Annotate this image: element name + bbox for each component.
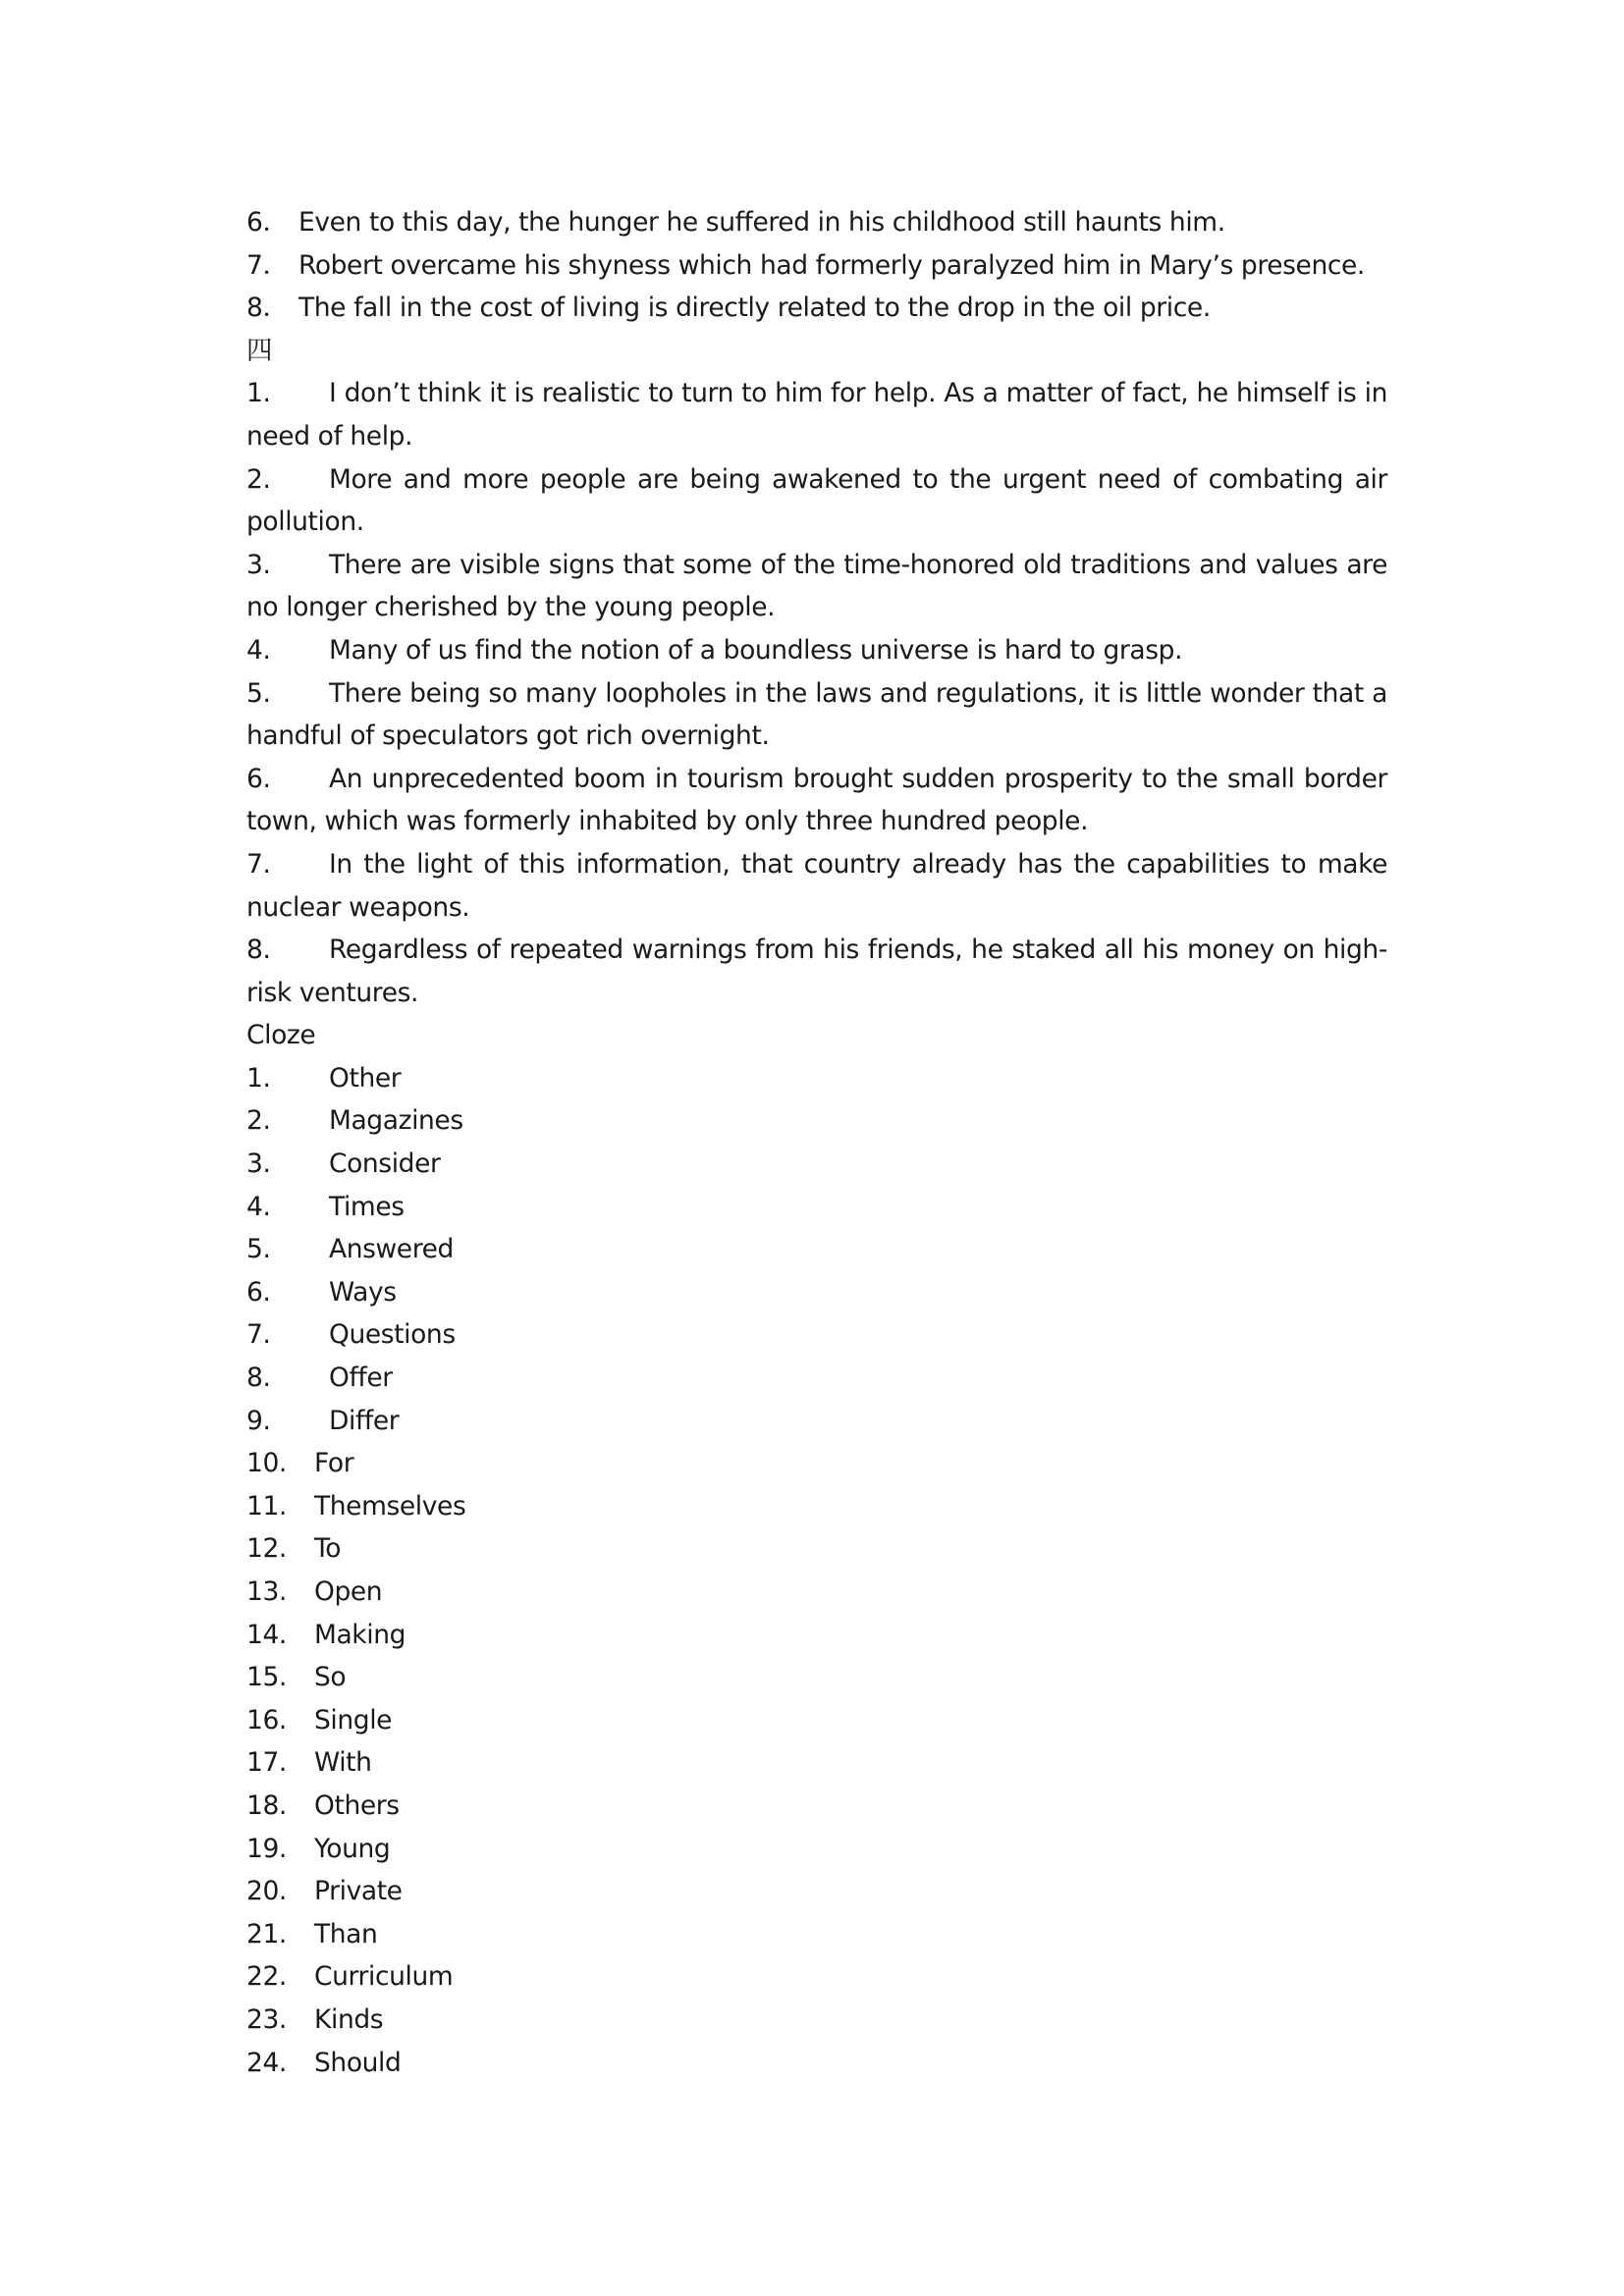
cloze-item	[246, 1571, 1387, 1614]
cloze-item	[246, 1527, 1387, 1571]
item-number: 10.	[246, 1448, 287, 1479]
item-number: 17.	[246, 1747, 287, 1779]
item-text: There being so many loopholes in the laws and regulations, it is little wonder that a handful of speculators got rich overnight.	[246, 677, 1387, 752]
cloze-item	[246, 1400, 1387, 1443]
item-number: 6．	[246, 207, 289, 238]
item-text: Making	[314, 1619, 406, 1650]
item-number: 14.	[246, 1619, 287, 1650]
item-number: 15.	[246, 1662, 287, 1693]
list-item	[246, 287, 1387, 330]
item-text: Answered	[329, 1234, 454, 1265]
item-number: 4.	[246, 634, 271, 666]
item-text: The fall in the cost of living is directly related to the drop in the oil price.	[298, 293, 1211, 324]
top-items	[246, 201, 1387, 330]
item-number: 13.	[246, 1576, 287, 1607]
list-item	[246, 458, 1387, 544]
item-number: 1.	[246, 1062, 271, 1094]
item-text: Other	[329, 1062, 402, 1094]
item-text: Consider	[329, 1148, 441, 1180]
item-text: Kinds	[314, 2003, 384, 2035]
item-text: Ways	[329, 1276, 397, 1308]
item-text: With	[314, 1747, 372, 1779]
cloze-item	[246, 1913, 1387, 1956]
cloze-item	[246, 1699, 1387, 1742]
item-number: 7.	[246, 848, 271, 880]
cloze-item	[246, 1442, 1387, 1485]
cloze-heading: Cloze	[246, 1020, 316, 1051]
item-number: 6.	[246, 763, 271, 794]
item-text: In the light of this information, that country already has the capabilities to make nuclear weapons.	[246, 848, 1387, 923]
item-text: Robert overcame his shyness which had formerly paralyzed him in Mary’s presence.	[298, 249, 1365, 281]
cloze-item	[246, 1485, 1387, 1528]
list-item	[246, 244, 1387, 288]
item-text: Should	[314, 2047, 402, 2078]
item-text: To	[314, 1533, 342, 1565]
item-number: 16.	[246, 1704, 287, 1735]
cloze-item	[246, 1870, 1387, 1913]
item-text: Magazines	[329, 1105, 463, 1137]
cloze-item	[246, 1313, 1387, 1357]
item-text: Young	[314, 1833, 391, 1864]
item-text: Others	[314, 1789, 400, 1821]
item-text: Even to this day, the hunger he suffered in his childhood still haunts him.	[298, 207, 1225, 238]
list-item	[246, 544, 1387, 629]
item-number: 24.	[246, 2047, 287, 2078]
item-text: Open	[314, 1576, 383, 1607]
item-number: 4.	[246, 1191, 271, 1222]
cloze-item	[246, 1143, 1387, 1186]
cloze-item	[246, 1614, 1387, 1657]
item-number: 8.	[246, 934, 271, 966]
item-number: 5.	[246, 677, 271, 709]
document-page	[246, 201, 1387, 2084]
list-item	[246, 672, 1387, 758]
item-number: 21.	[246, 1918, 287, 1949]
cloze-item	[246, 1271, 1387, 1314]
cloze-item	[246, 1955, 1387, 1999]
item-text: Differ	[329, 1405, 400, 1436]
item-number: 23.	[246, 2003, 287, 2035]
item-number: 8.	[246, 1362, 271, 1394]
item-number: 11.	[246, 1490, 287, 1522]
item-text: I don’t think it is realistic to turn to him for help. As a matter of fact, he himself is in need of help.	[246, 378, 1387, 452]
list-item	[246, 929, 1387, 1014]
list-item	[246, 629, 1387, 672]
item-number: 19.	[246, 1833, 287, 1864]
item-number: 2.	[246, 463, 271, 495]
item-number: 3.	[246, 1148, 271, 1180]
cloze-item	[246, 1057, 1387, 1100]
cloze-item	[246, 1228, 1387, 1271]
cloze-item	[246, 1785, 1387, 1828]
list-item	[246, 372, 1387, 457]
item-number: 22.	[246, 1961, 287, 1993]
cloze-list	[246, 1057, 1387, 2084]
item-number: 9.	[246, 1405, 271, 1436]
item-number: 5.	[246, 1234, 271, 1265]
item-text: So	[314, 1662, 347, 1693]
cloze-item	[246, 1741, 1387, 1785]
item-text: Many of us find the notion of a boundless universe is hard to grasp.	[329, 634, 1183, 666]
list-item	[246, 758, 1387, 843]
item-number: 20.	[246, 1876, 287, 1907]
item-text: Private	[314, 1876, 403, 1907]
item-text: Curriculum	[314, 1961, 454, 1993]
item-text: For	[314, 1448, 354, 1479]
item-text: Questions	[329, 1319, 456, 1351]
item-text: Than	[314, 1918, 378, 1949]
cloze-item	[246, 1828, 1387, 1871]
item-text: More and more people are being awakened to the urgent need of combating air pollution.	[246, 463, 1387, 538]
cloze-item	[246, 1357, 1387, 1400]
item-number: 2.	[246, 1105, 271, 1137]
item-text: Times	[329, 1191, 405, 1222]
item-number: 7.	[246, 1319, 271, 1351]
section-four-list	[246, 372, 1387, 1014]
item-number: 3.	[246, 549, 271, 580]
item-number: 18.	[246, 1789, 287, 1821]
item-number: 1.	[246, 378, 271, 409]
item-text: Regardless of repeated warnings from his friends, he staked all his money on high-risk ventures.	[246, 934, 1387, 1008]
list-item	[246, 843, 1387, 929]
cloze-item	[246, 1656, 1387, 1699]
list-item	[246, 201, 1387, 244]
cloze-item	[246, 1999, 1387, 2042]
item-text: An unprecedented boom in tourism brought sudden prosperity to the small border town, which was formerly inhabited by only three hundred people.	[246, 763, 1387, 837]
item-number: 7．	[246, 249, 289, 281]
cloze-item	[246, 2042, 1387, 2085]
item-number: 8．	[246, 293, 289, 324]
item-text: There are visible signs that some of the time-honored old traditions and values are no longer cherished by the young people.	[246, 549, 1387, 623]
item-number: 6.	[246, 1276, 271, 1308]
section-four-heading: 四	[246, 335, 273, 366]
cloze-item	[246, 1099, 1387, 1143]
item-text: Offer	[329, 1362, 393, 1394]
item-text: Themselves	[314, 1490, 466, 1522]
item-text: Single	[314, 1704, 393, 1735]
cloze-item	[246, 1186, 1387, 1229]
item-number: 12.	[246, 1533, 287, 1565]
